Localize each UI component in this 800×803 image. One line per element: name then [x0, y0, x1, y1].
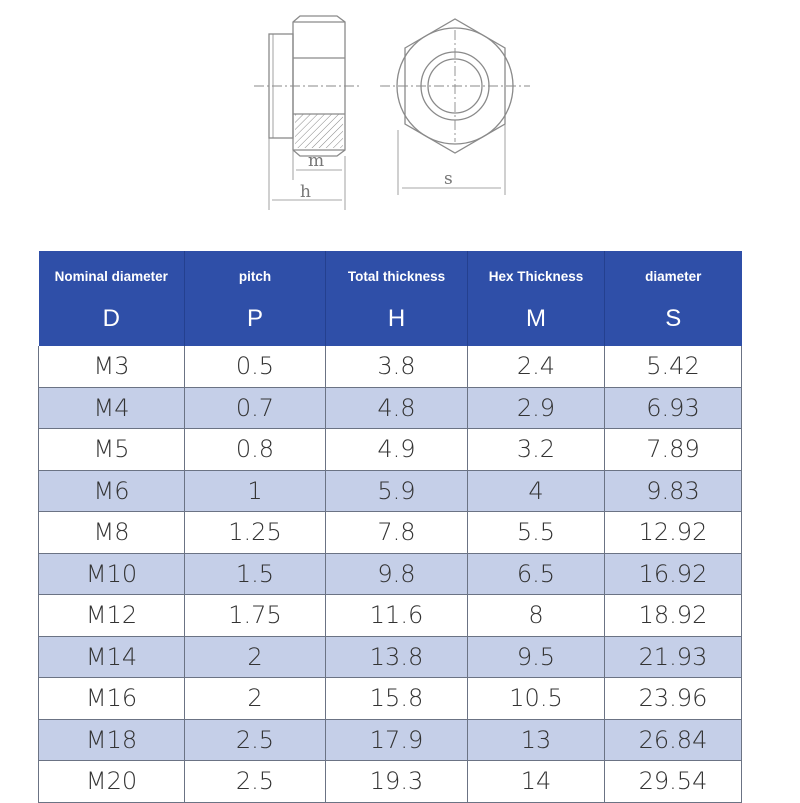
header-nominal-diameter: [39, 251, 185, 346]
table-row: [39, 346, 742, 387]
dimension-label-s: s: [444, 169, 453, 189]
cell-total-thickness: 13.8: [326, 636, 468, 678]
cell-nominal-diameter: M20: [39, 761, 185, 803]
table-row: [39, 512, 742, 554]
cell-pitch: 2.5: [185, 761, 326, 803]
cell-diameter: 21.93: [605, 636, 742, 678]
cell-total-thickness: 15.8: [326, 678, 468, 720]
cell-total-thickness: 4.9: [326, 429, 468, 471]
header-symbol: D: [102, 305, 120, 332]
header-diameter: [605, 251, 742, 346]
cell-pitch: 1: [185, 470, 326, 512]
cell-hex-thickness: 3.2: [468, 429, 605, 471]
cell-total-thickness: 9.8: [326, 553, 468, 595]
table-row: [39, 429, 742, 471]
cell-pitch: 1.75: [185, 595, 326, 637]
nut-technical-drawing: [0, 0, 800, 240]
cell-diameter: 26.84: [605, 719, 742, 761]
cell-diameter: 18.92: [605, 595, 742, 637]
nut-side-view: [254, 16, 360, 210]
cell-nominal-diameter: M5: [39, 429, 185, 471]
cell-total-thickness: 5.9: [326, 470, 468, 512]
table-body: [39, 346, 742, 802]
cell-nominal-diameter: M3: [39, 346, 185, 387]
cell-pitch: 0.7: [185, 387, 326, 429]
cell-nominal-diameter: M8: [39, 512, 185, 554]
cell-pitch: 2.5: [185, 719, 326, 761]
cell-hex-thickness: 8: [468, 595, 605, 637]
dimension-label-m: m: [308, 151, 325, 171]
table-row: [39, 470, 742, 512]
cell-hex-thickness: 10.5: [468, 678, 605, 720]
cell-total-thickness: 7.8: [326, 512, 468, 554]
table-row: [39, 387, 742, 429]
nut-front-view: [380, 19, 530, 195]
table-row: [39, 595, 742, 637]
cell-pitch: 1.5: [185, 553, 326, 595]
header-label: Total thickness: [347, 269, 446, 284]
cell-nominal-diameter: M12: [39, 595, 185, 637]
cell-total-thickness: 4.8: [326, 387, 468, 429]
cell-hex-thickness: 4: [468, 470, 605, 512]
cell-hex-thickness: 13: [468, 719, 605, 761]
cell-pitch: 2: [185, 636, 326, 678]
cell-diameter: 29.54: [605, 761, 742, 803]
cell-hex-thickness: 6.5: [468, 553, 605, 595]
cell-nominal-diameter: M16: [39, 678, 185, 720]
table-row: [39, 636, 742, 678]
header-label: Hex Thickness: [488, 269, 584, 284]
header-hex-thickness: [468, 251, 605, 346]
nut-spec-table: [38, 251, 742, 803]
cell-hex-thickness: 2.9: [468, 387, 605, 429]
cell-diameter: 23.96: [605, 678, 742, 720]
cell-diameter: 7.89: [605, 429, 742, 471]
cell-hex-thickness: 14: [468, 761, 605, 803]
cell-hex-thickness: 2.4: [468, 346, 605, 387]
cell-total-thickness: 19.3: [326, 761, 468, 803]
cell-total-thickness: 11.6: [326, 595, 468, 637]
cell-hex-thickness: 9.5: [468, 636, 605, 678]
table-row: [39, 553, 742, 595]
dimension-label-h: h: [300, 182, 311, 202]
cell-diameter: 9.83: [605, 470, 742, 512]
cell-total-thickness: 17.9: [326, 719, 468, 761]
table-row: [39, 678, 742, 720]
table-row: [39, 719, 742, 761]
cell-diameter: 16.92: [605, 553, 742, 595]
header-symbol: H: [387, 305, 406, 332]
cell-nominal-diameter: M14: [39, 636, 185, 678]
header-total-thickness: [326, 251, 468, 346]
cell-diameter: 6.93: [605, 387, 742, 429]
table-row: [39, 761, 742, 803]
cell-nominal-diameter: M4: [39, 387, 185, 429]
cell-nominal-diameter: M10: [39, 553, 185, 595]
header-label: pitch: [238, 269, 272, 284]
cell-diameter: 12.92: [605, 512, 742, 554]
header-symbol: P: [246, 305, 263, 332]
cell-pitch: 1.25: [185, 512, 326, 554]
header-label: diameter: [645, 269, 702, 284]
cell-hex-thickness: 5.5: [468, 512, 605, 554]
cell-pitch: 0.5: [185, 346, 326, 387]
header-symbol: S: [665, 305, 682, 332]
table-header-row: [39, 251, 742, 346]
cell-nominal-diameter: M6: [39, 470, 185, 512]
cell-pitch: 0.8: [185, 429, 326, 471]
header-symbol: M: [526, 305, 546, 332]
cell-total-thickness: 3.8: [326, 346, 468, 387]
cell-diameter: 5.42: [605, 346, 742, 387]
cell-pitch: 2: [185, 678, 326, 720]
header-pitch: [185, 251, 326, 346]
cell-nominal-diameter: M18: [39, 719, 185, 761]
header-label: Nominal diameter: [54, 269, 168, 284]
